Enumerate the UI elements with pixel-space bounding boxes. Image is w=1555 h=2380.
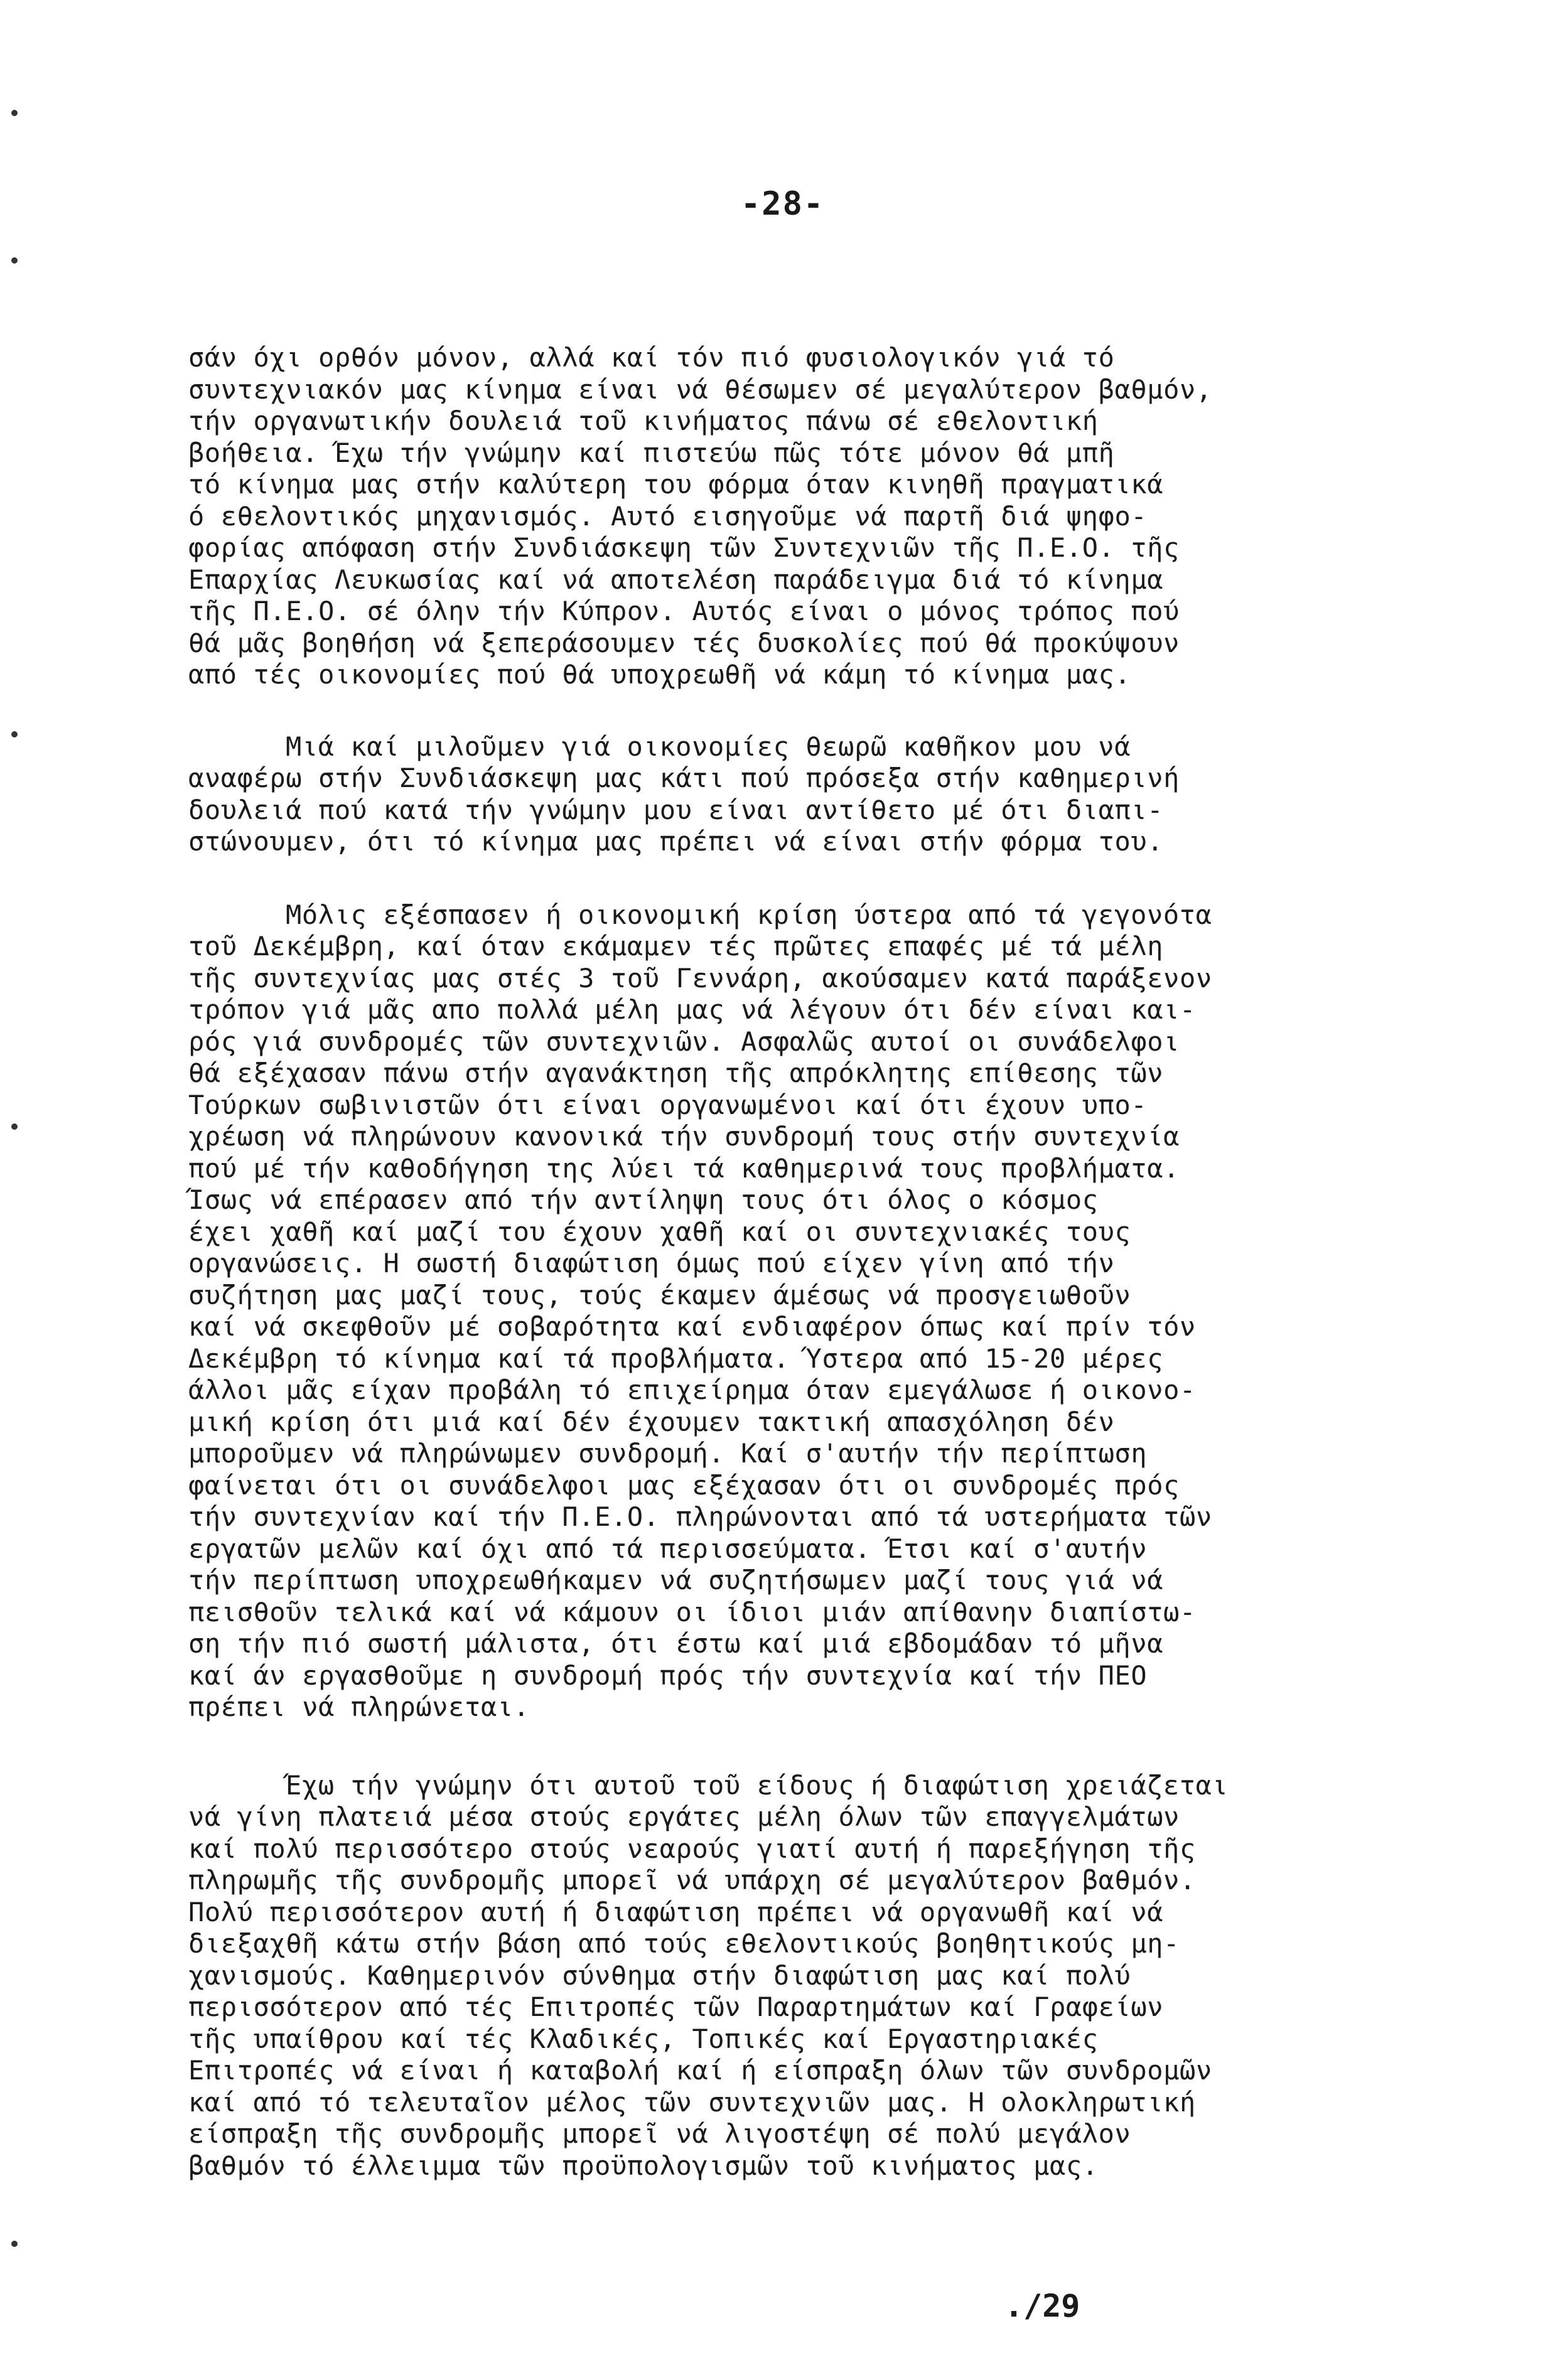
continuation-marker: ./29 <box>1004 2288 1080 2324</box>
text-line: νά γίνη πλατειά μέσα στούς εργάτες μέλη όλων τῶν επαγγελμάτων <box>188 1801 1180 1832</box>
text-line: Δεκέμβρη τό κίνημα καί τά προβλήματα. Ύστερα από 15-20 μέρες <box>188 1343 1164 1374</box>
text-line: από τές οικονομίες πού θά υποχρεωθῆ νά κάμη τό κίνημα μας. <box>188 659 1131 690</box>
text-line: τήν οργανωτικήν δουλειά τοῦ κινήματος πάνω σέ εθελοντική <box>188 405 1099 436</box>
margin-punch-mark <box>11 1123 18 1130</box>
margin-punch-mark <box>11 2241 18 2247</box>
text-line: χανισμούς. Καθημερινόν σύνθημα στήν διαφώτιση μας καί πολύ <box>188 1959 1131 1991</box>
text-line: φορίας απόφαση στήν Συνδιάσκεψη τῶν Συντεχνιῶν τῆς Π.Ε.Ο. τῆς <box>188 532 1180 563</box>
paragraph <box>188 1770 1400 2182</box>
text-line: ση τήν πιό σωστή μάλιστα, ότι έστω καί μιά εβδομάδαν τό μῆνα <box>188 1628 1164 1659</box>
text-line: Έχω τήν γνώμην ότι αυτοῦ τοῦ είδους ή διαφώτιση χρειάζεται <box>286 1769 1229 1801</box>
text-line: είσπραξη τῆς συνδρομῆς μπορεῖ νά λιγοστέψη σέ πολύ μεγάλον <box>188 2118 1131 2149</box>
text-line: καί από τό τελευταῖον μέλος τῶν συντεχνιῶν μας. Η ολοκληρωτική <box>188 2086 1196 2118</box>
text-line: τό κίνημα μας στήν καλύτερη του φόρμα όταν κινηθῆ πραγματικά <box>188 469 1164 500</box>
text-line: συζήτηση μας μαζί τους, τούς έκαμεν άμέσως νά προσγειωθοῦν <box>188 1279 1131 1311</box>
text-line: Επαρχίας Λευκωσίας καί νά αποτελέση παράδειγμα διά τό κίνημα <box>188 564 1164 595</box>
body-text <box>188 342 1400 2182</box>
text-line: ρός γιά συνδρομές τῶν συντεχνιῶν. Ασφαλῶς αυτοί οι συνάδελφοι <box>188 1026 1180 1057</box>
text-line: Ίσως νά επέρασεν από τήν αντίληψη τους ότι όλος ο κόσμος <box>188 1184 1099 1215</box>
text-line: δουλειά πού κατά τήν γνώμην μου είναι αντίθετο μέ ότι διαπι- <box>188 794 1164 825</box>
text-line: περισσότερον από τές Επιτροπές τῶν Παραρτημάτων καί Γραφείων <box>188 1991 1164 2022</box>
paragraph <box>188 342 1400 691</box>
margin-punch-mark <box>11 257 18 264</box>
text-line: Μόλις εξέσπασεν ή οικονομική κρίση ύστερα από τά γεγονότα <box>286 899 1212 930</box>
paragraph <box>188 731 1400 858</box>
text-line: πού μέ τήν καθοδήγηση της λύει τά καθημερινά τους προβλήματα. <box>188 1152 1180 1184</box>
text-line: αναφέρω στήν Συνδιάσκεψη μας κάτι πού πρόσεξα στήν καθημερινή <box>188 763 1180 793</box>
text-line: μποροῦμεν νά πληρώνωμεν συνδρομή. Καί σ'αυτήν τήν περίπτωση <box>188 1438 1148 1469</box>
text-line: τήν συντεχνίαν καί τήν Π.Ε.Ο. πληρώνονται από τά υστερήματα τῶν <box>188 1501 1212 1532</box>
text-line: θά μᾶς βοηθήση νά ξεπεράσουμεν τές δυσκολίες πού θά προκύψουν <box>188 627 1180 658</box>
text-line: οργανώσεις. Η σωστή διαφώτιση όμως πού είχεν γίνη από τήν <box>188 1248 1115 1278</box>
text-line: Τούρκων σωβινιστῶν ότι είναι οργανωμένοι καί ότι έχουν υπο- <box>188 1089 1148 1120</box>
text-line: πρέπει νά πληρώνεται. <box>188 1691 530 1722</box>
text-line: σάν όχι ορθόν μόνον, αλλά καί τόν πιό φυσιολογικόν γιά τό <box>188 342 1115 373</box>
text-line: ό εθελοντικός μηχανισμός. Αυτό εισηγοῦμε νά παρτῆ διά ψηφο- <box>188 500 1148 532</box>
text-line: έχει χαθῆ καί μαζί του έχουν χαθῆ καί οι συντεχνιακές τους <box>188 1216 1131 1247</box>
margin-punch-mark <box>11 731 18 737</box>
text-line: τοῦ Δεκέμβρη, καί όταν εκάμαμεν τές πρῶτες επαφές μέ τά μέλη <box>188 931 1164 962</box>
text-line: πεισθοῦν τελικά καί νά κάμουν οι ίδιοι μιάν απίθανην διαπίστω- <box>188 1596 1196 1627</box>
margin-punch-mark <box>11 110 18 116</box>
text-line: βοήθεια. Έχω τήν γνώμην καί πιστεύω πῶς τότε μόνον θά μπῆ <box>188 437 1115 468</box>
text-line: τῆς συντεχνίας μας στές 3 τοῦ Γεννάρη, ακούσαμεν κατά παράξενον <box>188 962 1212 994</box>
text-line: καί πολύ περισσότερο στούς νεαρούς γιατί αυτή ή παρεξήγηση τῆς <box>188 1833 1196 1864</box>
page-number: -28- <box>741 185 825 223</box>
text-line: άλλοι μᾶς είχαν προβάλη τό επιχείρημα όταν εμεγάλωσε ή οικονο- <box>188 1375 1196 1405</box>
text-line: στώνουμεν, ότι τό κίνημα μας πρέπει νά είναι στήν φόρμα του. <box>188 826 1164 857</box>
paragraph <box>188 899 1400 1723</box>
text-line: τῆς υπαίθρου καί τές Κλαδικές, Τοπικές καί Εργαστηριακές <box>188 2023 1099 2054</box>
text-line: χρέωση νά πληρώνουν κανονικά τήν συνδρομή τους στήν συντεχνία <box>188 1121 1180 1152</box>
text-line: μική κρίση ότι μιά καί δέν έχουμεν τακτική απασχόληση δέν <box>188 1406 1115 1437</box>
text-line: τῆς Π.Ε.Ο. σέ όλην τήν Κύπρον. Αυτός είναι ο μόνος τρόπος πού <box>188 596 1180 626</box>
text-line: Μιά καί μιλοῦμεν γιά οικονομίες θεωρῶ καθῆκον μου νά <box>286 731 1131 762</box>
text-line: βαθμόν τό έλλειμμα τῶν προϋπολογισμῶν τοῦ κινήματος μας. <box>188 2150 1099 2181</box>
text-line: Επιτροπές νά είναι ή καταβολή καί ή είσπραξη όλων τῶν συνδρομῶν <box>188 2055 1212 2086</box>
text-line: φαίνεται ότι οι συνάδελφοι μας εξέχασαν ότι οι συνδρομές πρός <box>188 1469 1180 1501</box>
text-line: τήν περίπτωση υποχρεωθήκαμεν νά συζητήσωμεν μαζί τους γιά νά <box>188 1565 1164 1595</box>
text-line: πληρωμῆς τῆς συνδρομῆς μπορεῖ νά υπάρχη σέ μεγαλύτερον βαθμόν. <box>188 1865 1196 1895</box>
text-line: καί νά σκεφθοῦν μέ σοβαρότητα καί ενδιαφέρον όπως καί πρίν τόν <box>188 1311 1196 1342</box>
text-line: τρόπον γιά μᾶς απο πολλά μέλη μας νά λέγουν ότι δέν είναι και- <box>188 994 1196 1025</box>
text-line: συντεχνιακόν μας κίνημα είναι νά θέσωμεν σέ μεγαλύτερον βαθμόν, <box>188 373 1212 405</box>
text-line: εργατῶν μελῶν καί όχι από τά περισσεύματα. Έτσι καί σ'αυτήν <box>188 1533 1148 1564</box>
text-line: θά εξέχασαν πάνω στήν αγανάκτηση τῆς απρόκλητης επίθεσης τῶν <box>188 1058 1164 1088</box>
text-line: Πολύ περισσότερον αυτή ή διαφώτιση πρέπει νά οργανωθῆ καί νά <box>188 1896 1164 1927</box>
text-line: καί άν εργασθοῦμε η συνδρομή πρός τήν συντεχνία καί τήν ΠΕΟ <box>188 1659 1148 1691</box>
text-line: διεξαχθῆ κάτω στήν βάση από τούς εθελοντικούς βοηθητικούς μη- <box>188 1928 1180 1959</box>
